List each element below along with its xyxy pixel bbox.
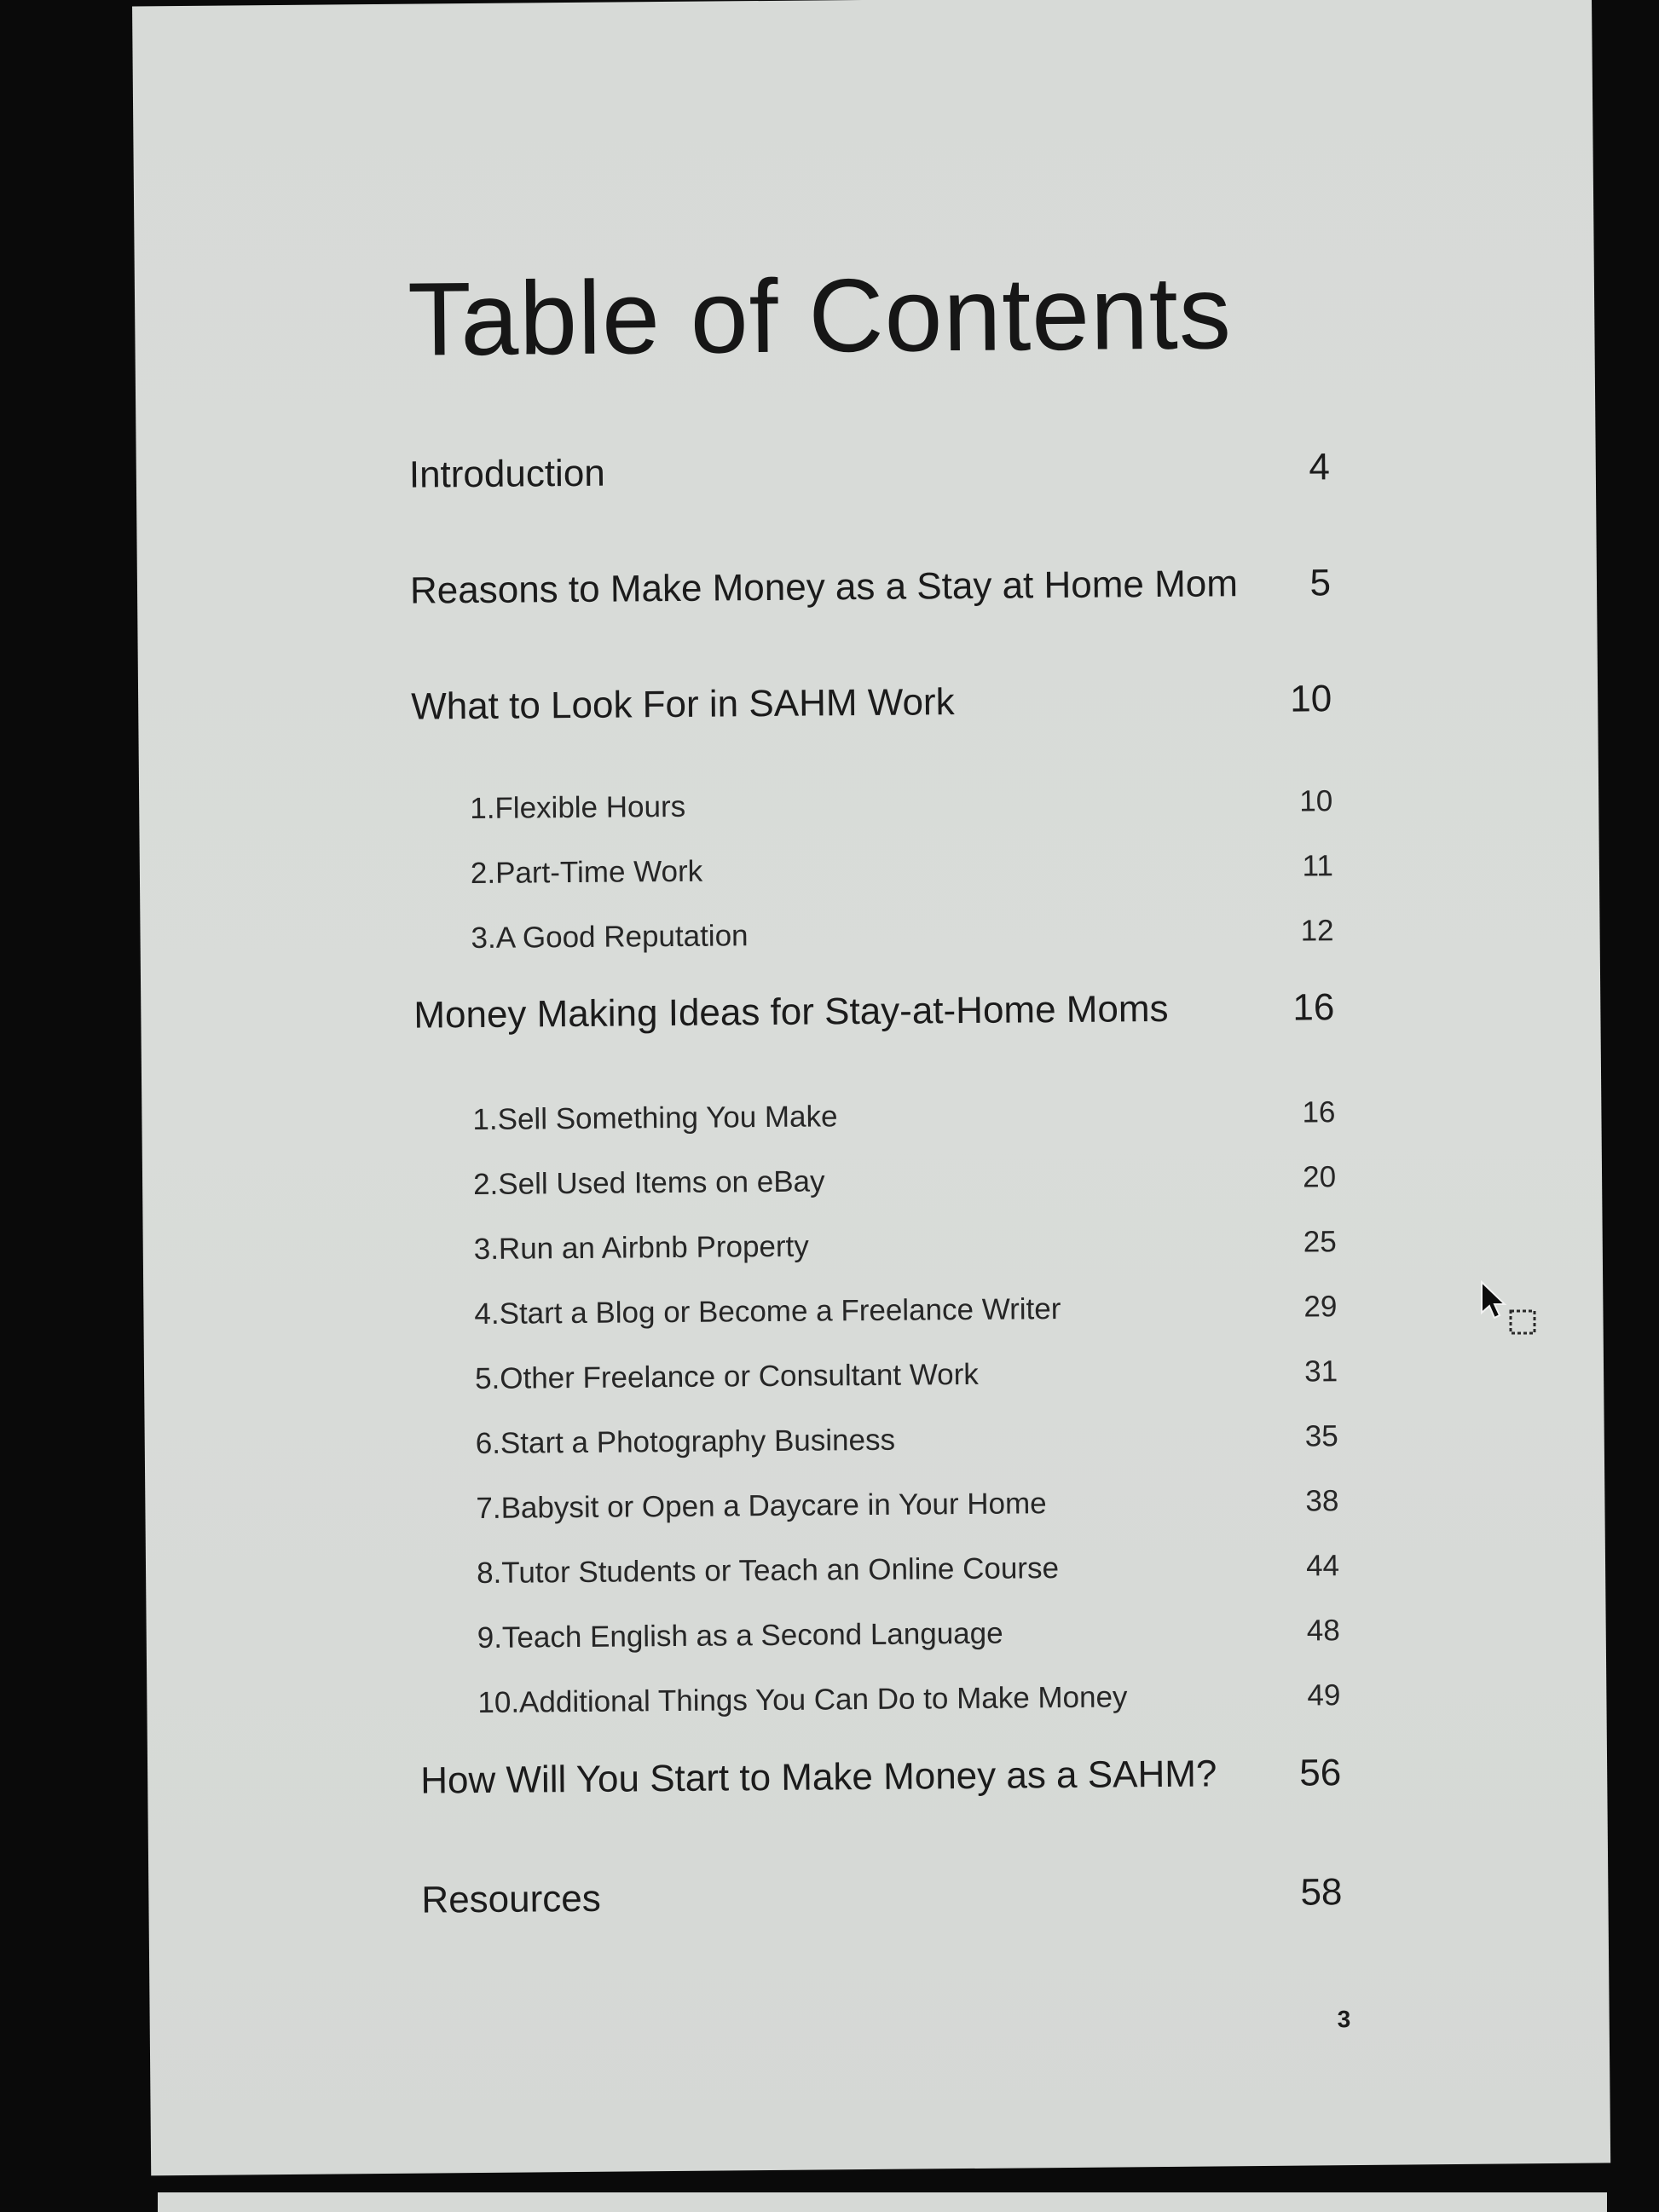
toc-subentry[interactable] (470, 784, 1332, 826)
toc-entry-page: 11 (1302, 849, 1334, 883)
toc-entry-label: 1.Flexible Hours (470, 789, 686, 826)
toc-subentry[interactable] (477, 1614, 1340, 1655)
toc-entry-label: 9.Teach English as a Second Language (477, 1616, 1003, 1655)
table-of-contents (132, 0, 1610, 2175)
toc-entry-label: 7.Babysit or Open a Daycare in Your Home (476, 1487, 1047, 1526)
toc-entry-page: 56 (1299, 1752, 1342, 1794)
toc-entry-label: 4.Start a Blog or Become a Freelance Writer (474, 1292, 1061, 1331)
toc-entry-label: Introduction (408, 452, 605, 496)
toc-entry-page: 44 (1305, 1549, 1340, 1583)
arrow-cursor-with-box-icon (1480, 1280, 1540, 1340)
toc-entry-label: 1.Sell Something You Make (472, 1100, 838, 1137)
toc-entry-page: 35 (1304, 1419, 1338, 1453)
toc-entry[interactable] (411, 678, 1332, 728)
page-title: Table of Contents (407, 254, 1233, 378)
toc-entry[interactable] (421, 1871, 1342, 1921)
toc-subentry[interactable] (476, 1419, 1338, 1461)
toc-subentry[interactable] (477, 1678, 1340, 1720)
toc-subentry[interactable] (475, 1354, 1338, 1396)
toc-subentry[interactable] (477, 1549, 1339, 1591)
toc-entry-label: 5.Other Freelance or Consultant Work (474, 1357, 979, 1396)
toc-entry-page: 58 (1300, 1871, 1343, 1914)
toc-entry-page: 38 (1305, 1484, 1339, 1518)
toc-entry-page: 10 (1299, 784, 1333, 818)
toc-entry-page: 12 (1300, 914, 1334, 948)
toc-entry-page: 5 (1309, 562, 1332, 604)
toc-entry[interactable] (409, 446, 1330, 496)
toc-entry-label: Money Making Ideas for Stay-at-Home Moms (413, 987, 1169, 1037)
toc-entry-label: 10.Additional Things You Can Do to Make Money (477, 1680, 1128, 1720)
toc-entry-label: 3.Run an Airbnb Property (473, 1229, 809, 1267)
toc-entry-label: 8.Tutor Students or Teach an Online Course (476, 1551, 1060, 1591)
toc-entry-page: 31 (1304, 1354, 1338, 1389)
page-number: 3 (1337, 2006, 1351, 2033)
toc-entry[interactable] (420, 1752, 1341, 1802)
toc-entry[interactable] (410, 562, 1331, 612)
toc-subentry[interactable] (472, 1095, 1335, 1137)
toc-entry-page: 48 (1306, 1614, 1340, 1648)
toc-subentry[interactable] (474, 1290, 1337, 1331)
toc-entry-page: 16 (1302, 1095, 1336, 1129)
toc-entry-label: 2.Part-Time Work (470, 854, 703, 891)
toc-entry-label: What to Look For in SAHM Work (411, 681, 955, 728)
document-page (132, 0, 1610, 2175)
toc-entry-page: 49 (1307, 1678, 1341, 1712)
toc-entry-label: How Will You Start to Make Money as a SAHM? (419, 1753, 1217, 1802)
next-page-edge (158, 2192, 1607, 2212)
toc-entry-label: 3.A Good Reputation (471, 919, 749, 956)
toc-entry-label: Reasons to Make Money as a Stay at Home Mom (409, 563, 1239, 612)
toc-entry-page: 4 (1309, 446, 1331, 488)
toc-subentry[interactable] (471, 849, 1333, 891)
toc-entry-page: 25 (1303, 1225, 1337, 1259)
toc-entry-page: 16 (1292, 986, 1335, 1029)
toc-subentry[interactable] (476, 1484, 1338, 1526)
toc-entry-page: 10 (1290, 678, 1332, 720)
toc-subentry[interactable] (474, 1225, 1337, 1267)
toc-entry-label: 6.Start a Photography Business (475, 1423, 896, 1461)
toc-entry-page: 29 (1304, 1290, 1338, 1324)
toc-entry-page: 20 (1302, 1160, 1337, 1194)
toc-entry-label: 2.Sell Used Items on eBay (472, 1164, 825, 1202)
toc-subentry[interactable] (471, 914, 1333, 956)
toc-entry[interactable] (413, 986, 1334, 1037)
toc-subentry[interactable] (473, 1160, 1336, 1202)
toc-entry-label: Resources (421, 1877, 601, 1921)
